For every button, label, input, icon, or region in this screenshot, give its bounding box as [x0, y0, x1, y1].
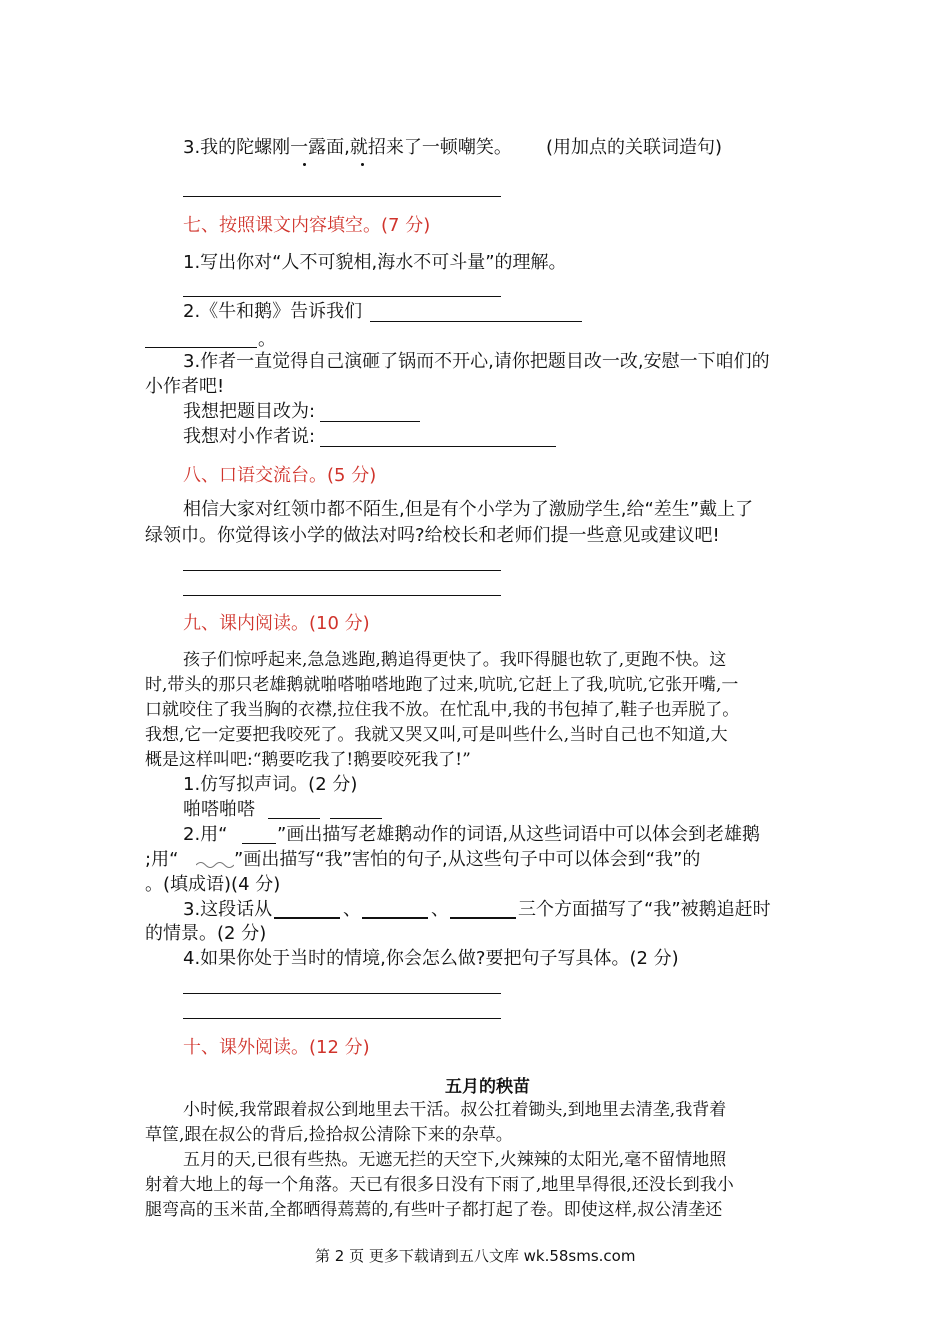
emphasis-dot	[361, 163, 364, 166]
s9-question-4: 4.如果你处于当时的情境,你会怎么做?要把句子写具体。(2 分)	[183, 948, 679, 969]
s7-question-2-end: 。	[258, 329, 276, 350]
s9-question-3-sep-1: 、	[343, 899, 361, 920]
s9-paragraph-line-4: 我想,它一定要把我咬死了。我就又哭又叫,可是叫些什么,当时自己也不知道,大	[145, 725, 728, 745]
s10-paragraph-2-line-2: 射着大地上的每一个角落。天已有很多日没有下雨了,地里旱得很,还没长到我小	[145, 1175, 734, 1195]
s7-question-1: 1.写出你对“人不可貌相,海水不可斗量”的理解。	[183, 252, 567, 273]
answer-line	[183, 570, 501, 571]
answer-line	[145, 347, 257, 348]
answer-line	[183, 993, 501, 994]
s9-question-2-line-1a: 2.用“	[183, 824, 228, 845]
answer-line	[362, 917, 428, 919]
answer-line	[183, 196, 501, 197]
emphasis-dot	[303, 163, 306, 166]
s10-paragraph-2-line-3: 腿弯高的玉米苗,全都晒得蔫蔫的,有些叶子都打起了卷。即使这样,叔公清垄还	[145, 1200, 723, 1220]
answer-line	[450, 917, 516, 919]
answer-line	[183, 595, 501, 596]
article-title: 五月的秧苗	[445, 1077, 530, 1097]
s6-question-3-hint: (用加点的关联词造句)	[546, 137, 723, 158]
s7-question-3-line-2: 小作者吧!	[145, 376, 225, 397]
underline-sample	[242, 843, 276, 844]
s7-question-2: 2.《牛和鹅》告诉我们	[183, 301, 363, 322]
answer-line	[370, 321, 582, 322]
s9-question-3-sep-2: 、	[431, 899, 449, 920]
s9-question-1-example: 啪嗒啪嗒	[183, 799, 255, 820]
s9-question-3-line-2: 的情景。(2 分)	[145, 923, 267, 944]
s9-paragraph-line-3: 口就咬住了我当胸的衣襟,拉住我不放。在忙乱中,我的书包掉了,鞋子也弄脱了。	[145, 700, 740, 720]
s10-paragraph-1-line-2: 草筐,跟在叔公的背后,捡拾叔公清除下来的杂草。	[145, 1125, 513, 1145]
s9-question-2-line-2b: ”画出描写“我”害怕的句子,从这些句子中可以体会到“我”的	[234, 849, 701, 870]
s9-paragraph-line-2: 时,带头的那只老雄鹅就啪嗒啪嗒地跑了过来,吭吭,它赶上了我,吭吭,它张开嘴,一	[145, 675, 739, 695]
page-footer: 第 2 页 更多下载请到五八文库 wk.58sms.com	[315, 1247, 636, 1265]
s9-paragraph-line-5: 概是这样叫吧:“鹅要吃我了!鹅要咬死我了!”	[145, 750, 471, 770]
s9-question-3-line-1b: 三个方面描写了“我”被鹅追赶时	[518, 899, 771, 920]
answer-line	[320, 421, 420, 422]
answer-line	[183, 296, 501, 297]
section-9-heading: 九、课内阅读。(10 分)	[183, 613, 370, 634]
s6-question-3: 3.我的陀螺刚一露面,就招来了一顿嘲笑。	[183, 137, 512, 158]
answer-line	[268, 818, 320, 819]
wavy-line-sample	[196, 860, 234, 870]
s9-question-3-line-1a: 3.这段话从	[183, 899, 273, 920]
s10-paragraph-2-line-1: 五月的天,已很有些热。无遮无拦的天空下,火辣辣的太阳光,毫不留情地照	[183, 1150, 727, 1170]
section-10-heading: 十、课外阅读。(12 分)	[183, 1037, 370, 1058]
s8-paragraph-line-2: 绿领巾。你觉得该小学的做法对吗?给校长和老师们提一些意见或建议吧!	[145, 525, 720, 546]
s9-question-1: 1.仿写拟声词。(2 分)	[183, 774, 358, 795]
s7-question-3-prompt-b: 我想对小作者说:	[183, 426, 316, 447]
answer-line	[330, 818, 382, 819]
section-7-heading: 七、按照课文内容填空。(7 分)	[183, 215, 431, 236]
answer-line	[274, 917, 340, 919]
s10-paragraph-1-line-1: 小时候,我常跟着叔公到地里去干活。叔公扛着锄头,到地里去清垄,我背着	[183, 1100, 727, 1120]
s9-question-2-line-2a: ;用“	[145, 849, 179, 870]
s9-question-2-line-3: 。(填成语)(4 分)	[145, 874, 281, 895]
s7-question-3-line-1: 3.作者一直觉得自己演砸了锅而不开心,请你把题目改一改,安慰一下咱们的	[183, 351, 770, 372]
section-8-heading: 八、口语交流台。(5 分)	[183, 465, 377, 486]
s7-question-3-prompt-a: 我想把题目改为:	[183, 401, 316, 422]
s8-paragraph-line-1: 相信大家对红领巾都不陌生,但是有个小学为了激励学生,给“差生”戴上了	[183, 499, 754, 520]
s9-question-2-line-1b: ”画出描写老雄鹅动作的词语,从这些词语中可以体会到老雄鹅	[277, 824, 761, 845]
s9-paragraph-line-1: 孩子们惊呼起来,急急逃跑,鹅追得更快了。我吓得腿也软了,更跑不快。这	[183, 650, 727, 670]
answer-line	[320, 446, 556, 447]
answer-line	[183, 1018, 501, 1019]
